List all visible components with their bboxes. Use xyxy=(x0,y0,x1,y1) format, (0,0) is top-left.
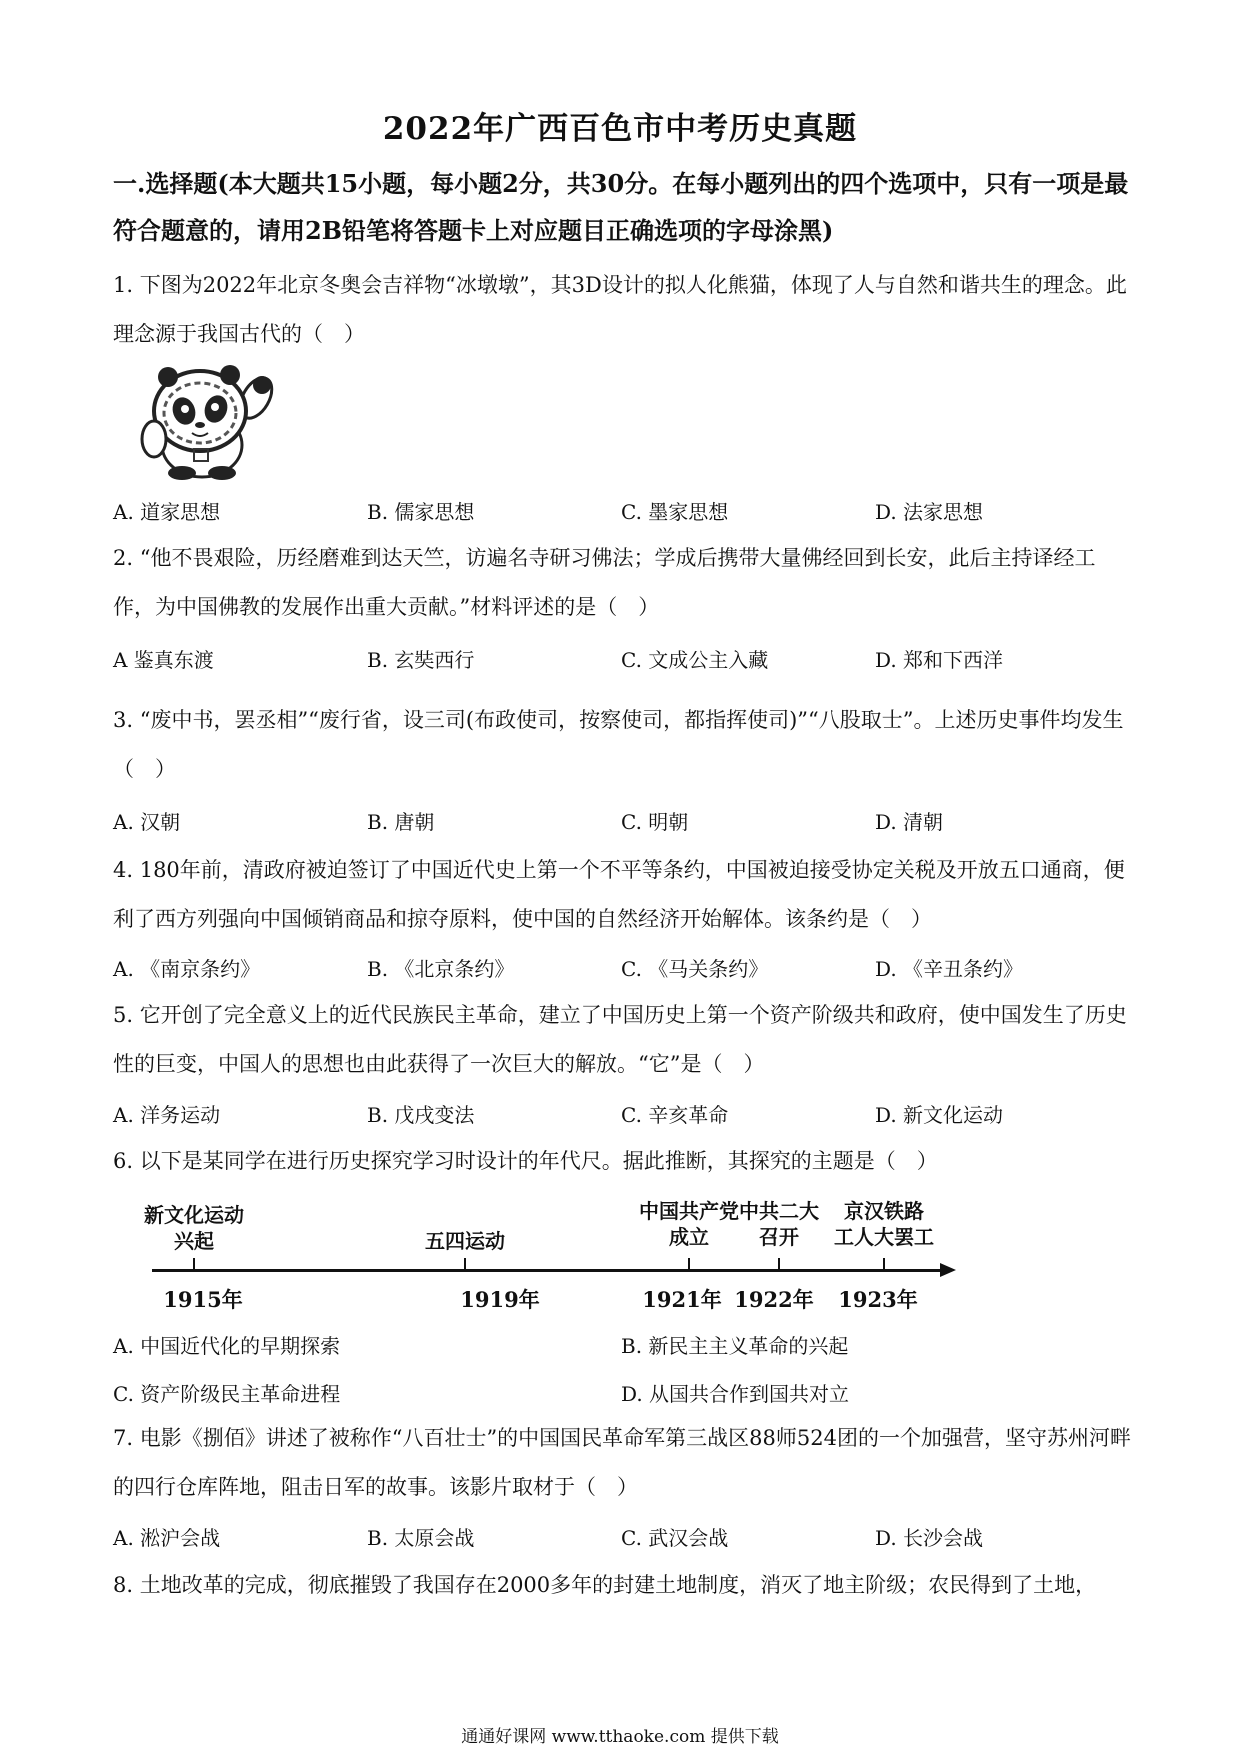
option-a: A 鉴真东渡 xyxy=(113,648,214,672)
option-c: C. 资产阶级民主革命进程 xyxy=(113,1382,341,1406)
question-5-options xyxy=(113,1099,1133,1129)
event-label-line: 成立 xyxy=(669,1225,709,1249)
event-label-line: 新文化运动 xyxy=(144,1203,244,1227)
option-c: C. 墨家思想 xyxy=(621,500,729,524)
timeline-tick xyxy=(883,1258,885,1270)
timeline-arrow-icon xyxy=(940,1263,956,1277)
timeline-tick xyxy=(778,1258,780,1270)
event-label-line: 兴起 xyxy=(174,1229,214,1253)
section-heading: 一.选择题(本大题共15小题，每小题2分，共30分。在每小题列出的四个选项中，只有一项是最符合题意的，请用2B铅笔将答题卡上对应题目正确选项的字母涂黑) xyxy=(113,169,1129,245)
option-c: C. 辛亥革命 xyxy=(621,1103,729,1127)
question-2-stem: 2. “他不畏艰险，历经磨难到达天竺，访遍名寺研习佛法；学成后携带大量佛经回到长安，此后主持译经工作，为中国佛教的发展作出重大贡献。”材料评述的是（ ） xyxy=(113,546,1096,619)
panda-mascot-icon xyxy=(128,363,284,481)
option-a: A. 《南京条约》 xyxy=(113,957,261,981)
option-b: B. 新民主主义革命的兴起 xyxy=(621,1334,849,1358)
option-b: B. 太原会战 xyxy=(367,1526,475,1550)
question-7-options xyxy=(113,1522,1133,1552)
question-3-stem: 3. “废中书，罢丞相”“废行省，设三司(布政使司，按察使司，都指挥使司)”“八股取士”。上述历史事件均发生 （ ） xyxy=(113,708,1145,781)
option-c: C. 武汉会战 xyxy=(621,1526,729,1550)
timeline-axis xyxy=(152,1269,942,1272)
question-6-options-row-2 xyxy=(113,1378,1133,1408)
option-d: D. 长沙会战 xyxy=(875,1526,984,1550)
option-d: D. 清朝 xyxy=(875,810,944,834)
event-label-line: 召开 xyxy=(759,1225,799,1249)
option-d: D. 《辛丑条约》 xyxy=(875,957,1024,981)
option-c: C. 文成公主入藏 xyxy=(621,648,769,672)
timeline-tick xyxy=(464,1258,466,1270)
timeline-event-label xyxy=(425,1228,505,1254)
event-label-line: 工人大罢工 xyxy=(834,1225,934,1249)
option-c: C. 《马关条约》 xyxy=(621,957,769,981)
timeline-event-label xyxy=(144,1202,244,1254)
event-label-line: 中共二大 xyxy=(739,1199,819,1223)
event-label-line: 中国共产党 xyxy=(639,1199,739,1223)
page-title: 2022年广西百色市中考历史真题 xyxy=(382,111,858,147)
question-1-options xyxy=(113,496,1133,526)
timeline-year: 1922年 xyxy=(734,1287,814,1312)
timeline-event-label xyxy=(739,1198,819,1250)
timeline-tick xyxy=(688,1258,690,1270)
option-b: B. 玄奘西行 xyxy=(367,648,475,672)
timeline-year: 1921年 xyxy=(642,1287,722,1312)
question-1-stem: 1. 下图为2022年北京冬奥会吉祥物“冰墩墩”，其3D设计的拟人化熊猫，体现了人与自然和谐共生的理念。此理念源于我国古代的（ ） xyxy=(113,273,1127,346)
option-a: A. 汉朝 xyxy=(113,810,181,834)
option-a: A. 洋务运动 xyxy=(113,1103,221,1127)
option-a: A. 道家思想 xyxy=(113,500,221,524)
option-b: B. 戊戌变法 xyxy=(367,1103,475,1127)
option-c: C. 明朝 xyxy=(621,810,689,834)
question-7-stem: 7. 电影《捌佰》讲述了被称作“八百壮士”的中国国民革命军第三战区88师524团的一个加强营，坚守苏州河畔的四行仓库阵地，阻击日军的故事。该影片取材于（ ） xyxy=(113,1426,1131,1499)
option-b: B. 儒家思想 xyxy=(367,500,475,524)
event-label-line: 京汉铁路 xyxy=(844,1199,924,1223)
question-3-options xyxy=(113,806,1133,836)
timeline-tick xyxy=(193,1258,195,1270)
option-a: A. 中国近代化的早期探索 xyxy=(113,1334,341,1358)
option-a: A. 淞沪会战 xyxy=(113,1526,221,1550)
timeline-year: 1915年 xyxy=(163,1287,243,1312)
timeline-year: 1923年 xyxy=(838,1287,918,1312)
event-label-line: 五四运动 xyxy=(425,1229,505,1253)
question-2-options xyxy=(113,644,1133,674)
option-d: D. 新文化运动 xyxy=(875,1103,1004,1127)
question-6-options-row-1 xyxy=(113,1330,1133,1360)
question-6-stem: 6. 以下是某同学在进行历史探究学习时设计的年代尺。据此推断，其探究的主题是（ ） xyxy=(113,1149,938,1173)
question-4-options xyxy=(113,953,1133,983)
question-4-stem: 4. 180年前，清政府被迫签订了中国近代史上第一个不平等条约，中国被迫接受协定关税及开放五口通商，便利了西方列强向中国倾销商品和掠夺原料，使中国的自然经济开始解体。该条约是（ ） xyxy=(113,858,1125,931)
timeline-event-label xyxy=(639,1198,739,1250)
option-d: D. 法家思想 xyxy=(875,500,984,524)
timeline-figure xyxy=(128,1198,968,1328)
option-d: D. 从国共合作到国共对立 xyxy=(621,1382,850,1406)
timeline-year: 1919年 xyxy=(460,1287,540,1312)
question-8-stem: 8. 土地改革的完成，彻底摧毁了我国存在2000多年的封建土地制度，消灭了地主阶级；农民得到了土地， xyxy=(113,1573,1097,1597)
page-footer: 通通好课网 www.tthaoke.com 提供下载 xyxy=(461,1727,779,1747)
timeline-event-label xyxy=(834,1198,934,1250)
option-d: D. 郑和下西洋 xyxy=(875,648,1004,672)
option-b: B. 《北京条约》 xyxy=(367,957,515,981)
option-b: B. 唐朝 xyxy=(367,810,435,834)
question-5-stem: 5. 它开创了完全意义上的近代民族民主革命，建立了中国历史上第一个资产阶级共和政府，使中国发生了历史性的巨变，中国人的思想也由此获得了一次巨大的解放。“它”是（ ） xyxy=(113,1003,1127,1076)
